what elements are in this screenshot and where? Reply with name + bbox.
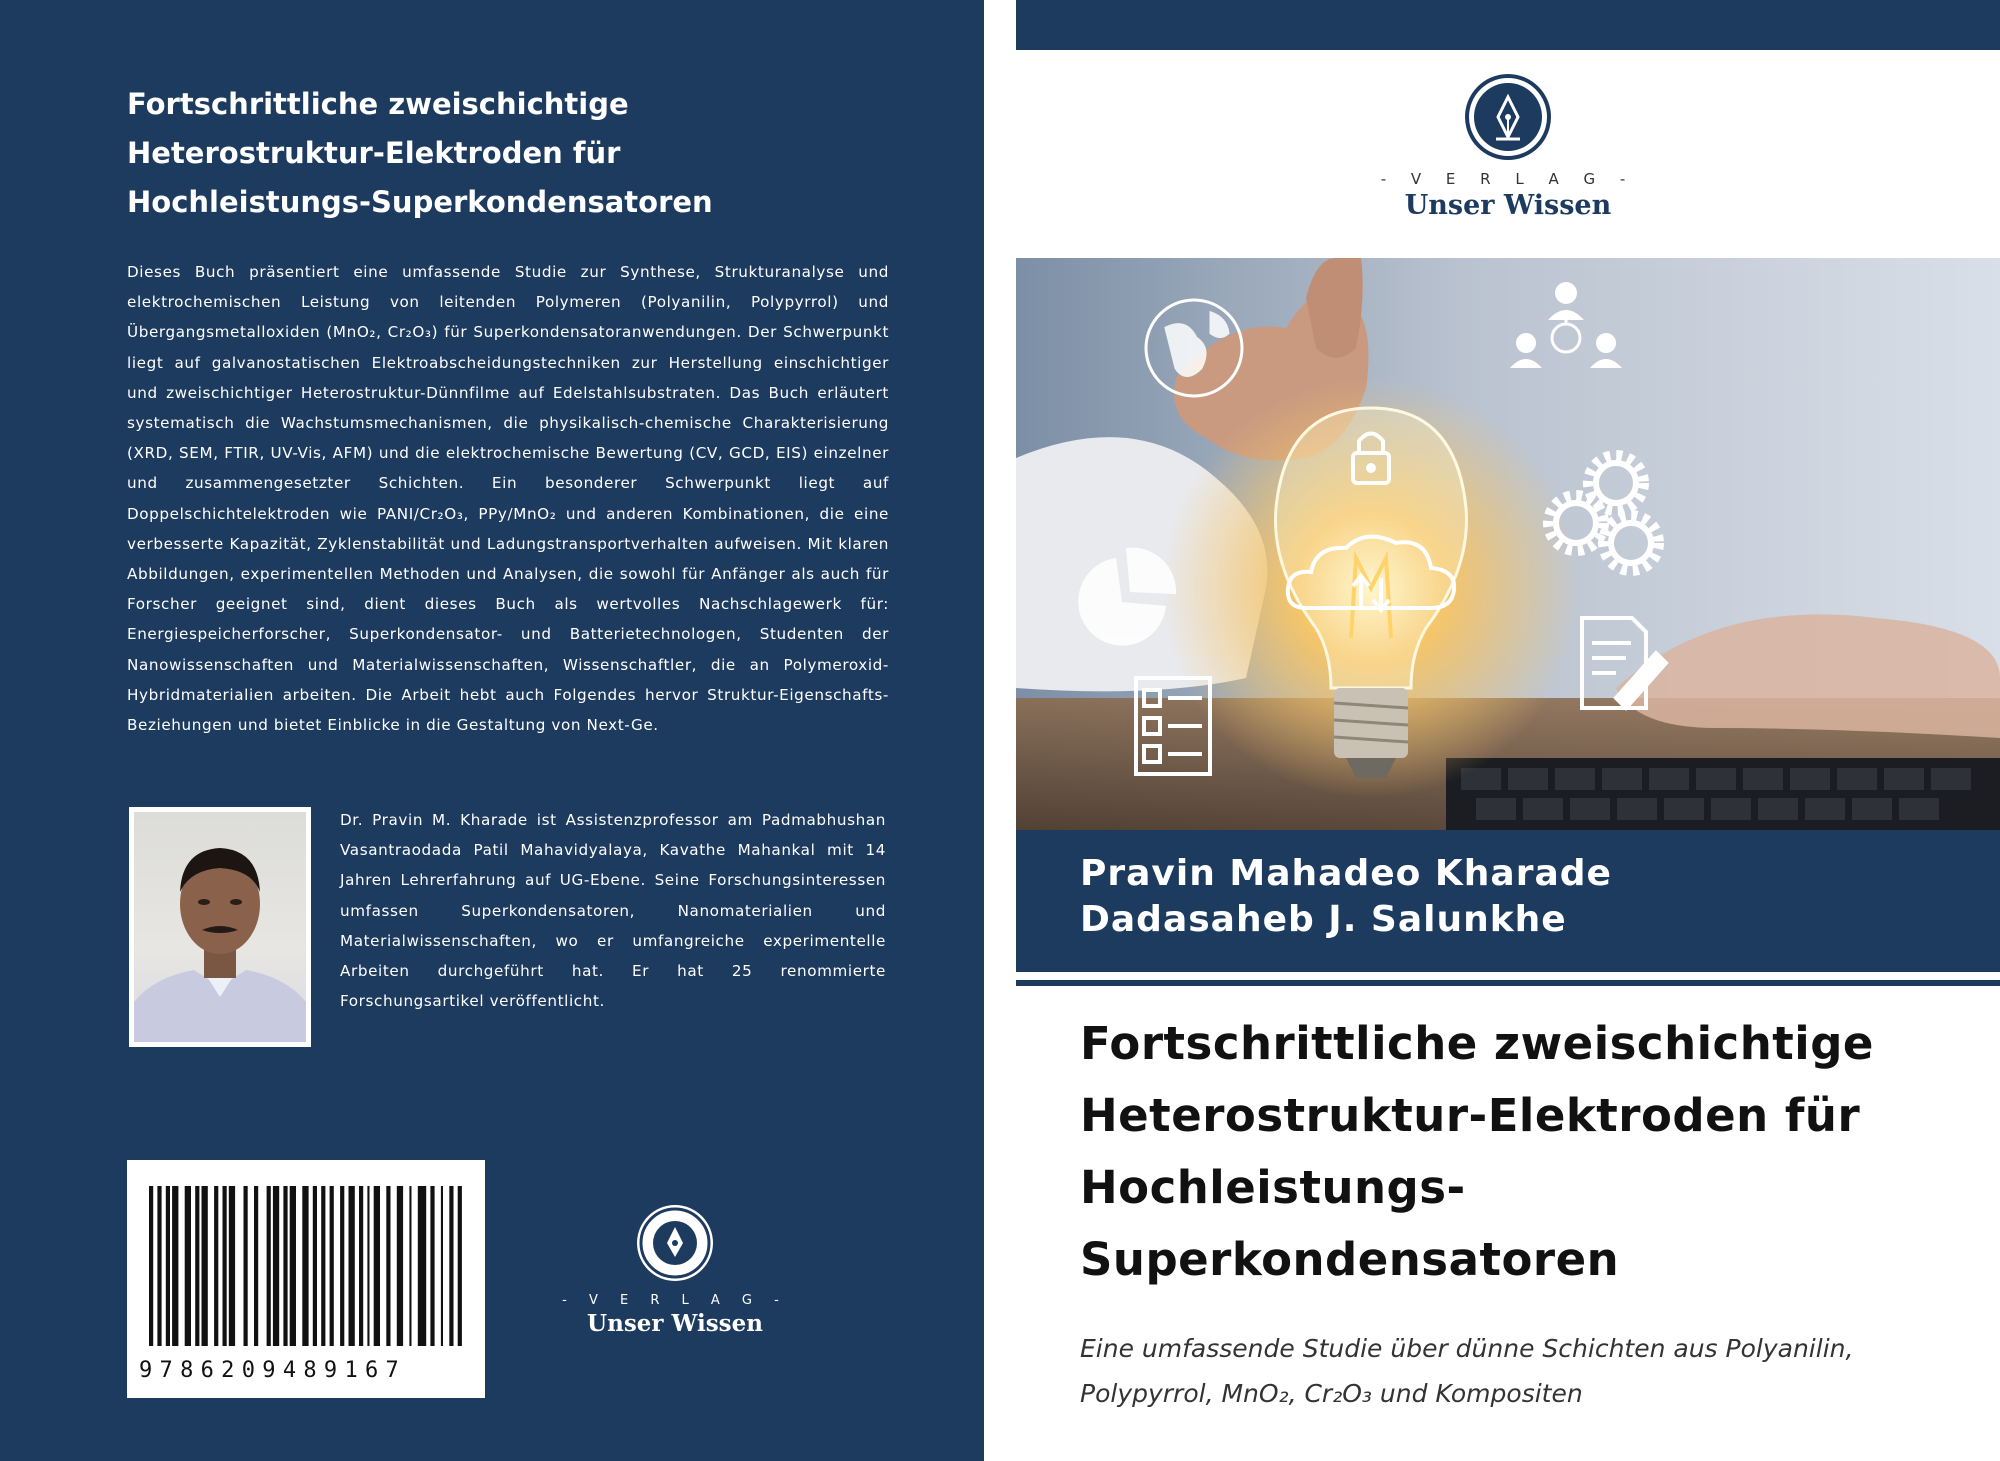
barcode-bar [367, 1186, 369, 1346]
isbn-barcode [127, 1160, 485, 1398]
barcode-bar [359, 1186, 363, 1346]
front-cover-title: Fortschrittliche zweischichtige Heterostruktur-Elektroden für Hochleistungs- Superkondensatoren [1080, 1017, 1874, 1286]
publisher-seal-icon [637, 1205, 713, 1281]
barcode-bar [172, 1186, 178, 1346]
barcode-bar [386, 1186, 390, 1346]
barcode-bar [214, 1186, 218, 1346]
pen-nib-icon [1465, 74, 1551, 160]
book-description: Dieses Buch präsentiert eine umfassende Studie zur Synthese, Strukturanalyse und elektrochemischen Leistung von leitenden Polymeren (Polyanilin, Polypyrrol) und Übergangsmetalloxiden (MnO₂, Cr₂O₃) für Superkondensatoranwendungen. Der Schwerpunkt liegt auf galvanostatischen Elektroabscheidungstechniken zur Herstellung einschichtiger und zweischichtiger Heterostruktur-Dünnfilme auf Edelstahlsubstraten. Das Buch erläutert systematisch die Wachstumsmechanismen, die physikalisch-chemische Charakterisierung (XRD, SEM, FTIR, UV-Vis, AFM) und die elektrochemische Bewertung (CV, GCD, EIS) einzelner und zusammengesetzter Schichten. Ein besonderer Schwerpunkt liegt auf Doppelschichtelektroden wie PANI/Cr₂O₃, PPy/MnO₂ und anderen Kombinationen, die eine verbesserte Kapazität, Zyklenstabilität und Ladungstransportverhalten aufweisen. Mit klaren Abbildungen, experimentellen Methoden und Analysen, die sowohl für Anfänger als auch für Forscher geeignet sind, dient dieses Buch als wertvolles Nachschlagewerk für: Energiespeicherforscher, Superkondensator- und Batterietechnologen, Studenten der Nanowissenschaften und Materialwissenschaften, Wissenschaftler, die an Polymeroxid-Hybridmaterialien arbeiten. Die Arbeit hebt auch Folgendes hervor Struktur-Eigenschafts-Beziehungen und bietet Einblicke in die Gestaltung von Next-Ge. [127, 263, 889, 735]
barcode-bar [254, 1186, 258, 1346]
barcode-bar [202, 1186, 208, 1346]
front-cover [1016, 0, 2000, 1461]
front-publisher-logo [1368, 74, 1648, 221]
barcode-bar [157, 1186, 161, 1346]
author-portrait-image [134, 812, 306, 1042]
barcode-bar [166, 1186, 170, 1346]
barcode-bar [374, 1186, 380, 1346]
barcode-bar [229, 1186, 235, 1346]
back-publisher-logo [560, 1205, 790, 1345]
front-cover-subtitle: Eine umfassende Studie über dünne Schichten aus Polyanilin, Polypyrrol, MnO₂, Cr₂O₃ und Kompositen [1080, 1334, 1854, 1408]
barcode-bar [449, 1186, 453, 1346]
barcode-bar [223, 1186, 227, 1346]
barcode-bar [441, 1186, 443, 1346]
author-name-2: Dadasaheb J. Salunkhe [1080, 899, 1567, 940]
back-cover [0, 0, 984, 1461]
front-logo-name: Unser Wissen [1404, 190, 1612, 221]
divider-rule [1016, 980, 2000, 986]
cover-illustration [1016, 258, 2000, 830]
front-top-bar [1016, 0, 2000, 50]
barcode-bar [340, 1186, 344, 1346]
barcode-bar [185, 1186, 191, 1346]
barcode-bar [267, 1186, 271, 1346]
author-bio: Dr. Pravin M. Kharade ist Assistenzprofessor am Padmabhushan Vasantraodada Patil Mahavidyalaya, Kavathe Mahankal mit 14 Jahren Lehrerfahrung auf UG-Ebene. Seine Forschungsinteressen umfassen Superkondensatoren, Nanomaterialien und Materialwissenschaften, wo er umfangreiche experimentelle Arbeiten durchgeführt hat. Er hat 25 renommierte Forschungsartikel veröffentlicht. [340, 811, 886, 1011]
barcode-bar [313, 1186, 317, 1346]
barcode-bar [330, 1186, 334, 1346]
isbn-digits: 9786209489167 [139, 1358, 407, 1383]
barcode-bar [409, 1186, 411, 1346]
barcode-bar [302, 1186, 308, 1346]
barcode-bar [283, 1186, 287, 1346]
barcode-bar [321, 1186, 325, 1346]
barcode-bar [195, 1186, 199, 1346]
barcode-bar [273, 1186, 279, 1346]
barcode-bars [145, 1186, 467, 1346]
barcode-bar [458, 1186, 462, 1346]
author-name-1: Pravin Mahadeo Kharade [1080, 853, 1612, 894]
barcode-bar [149, 1186, 153, 1346]
author-photo [129, 807, 311, 1047]
barcode-bar [290, 1186, 296, 1346]
back-logo-name: Unser Wissen [587, 1310, 763, 1337]
barcode-bar [244, 1186, 248, 1346]
front-logo-verlag: - V E R L A G - [1380, 170, 1636, 188]
barcode-bar [397, 1186, 403, 1346]
back-cover-title: Fortschrittliche zweischichtige Heterostruktur-Elektroden für Hochleistungs-Superkondensatoren [127, 87, 713, 219]
back-logo-verlag: - V E R L A G - [562, 1293, 788, 1308]
barcode-bar [430, 1186, 434, 1346]
barcode-bar [349, 1186, 355, 1346]
barcode-bar [418, 1186, 426, 1346]
